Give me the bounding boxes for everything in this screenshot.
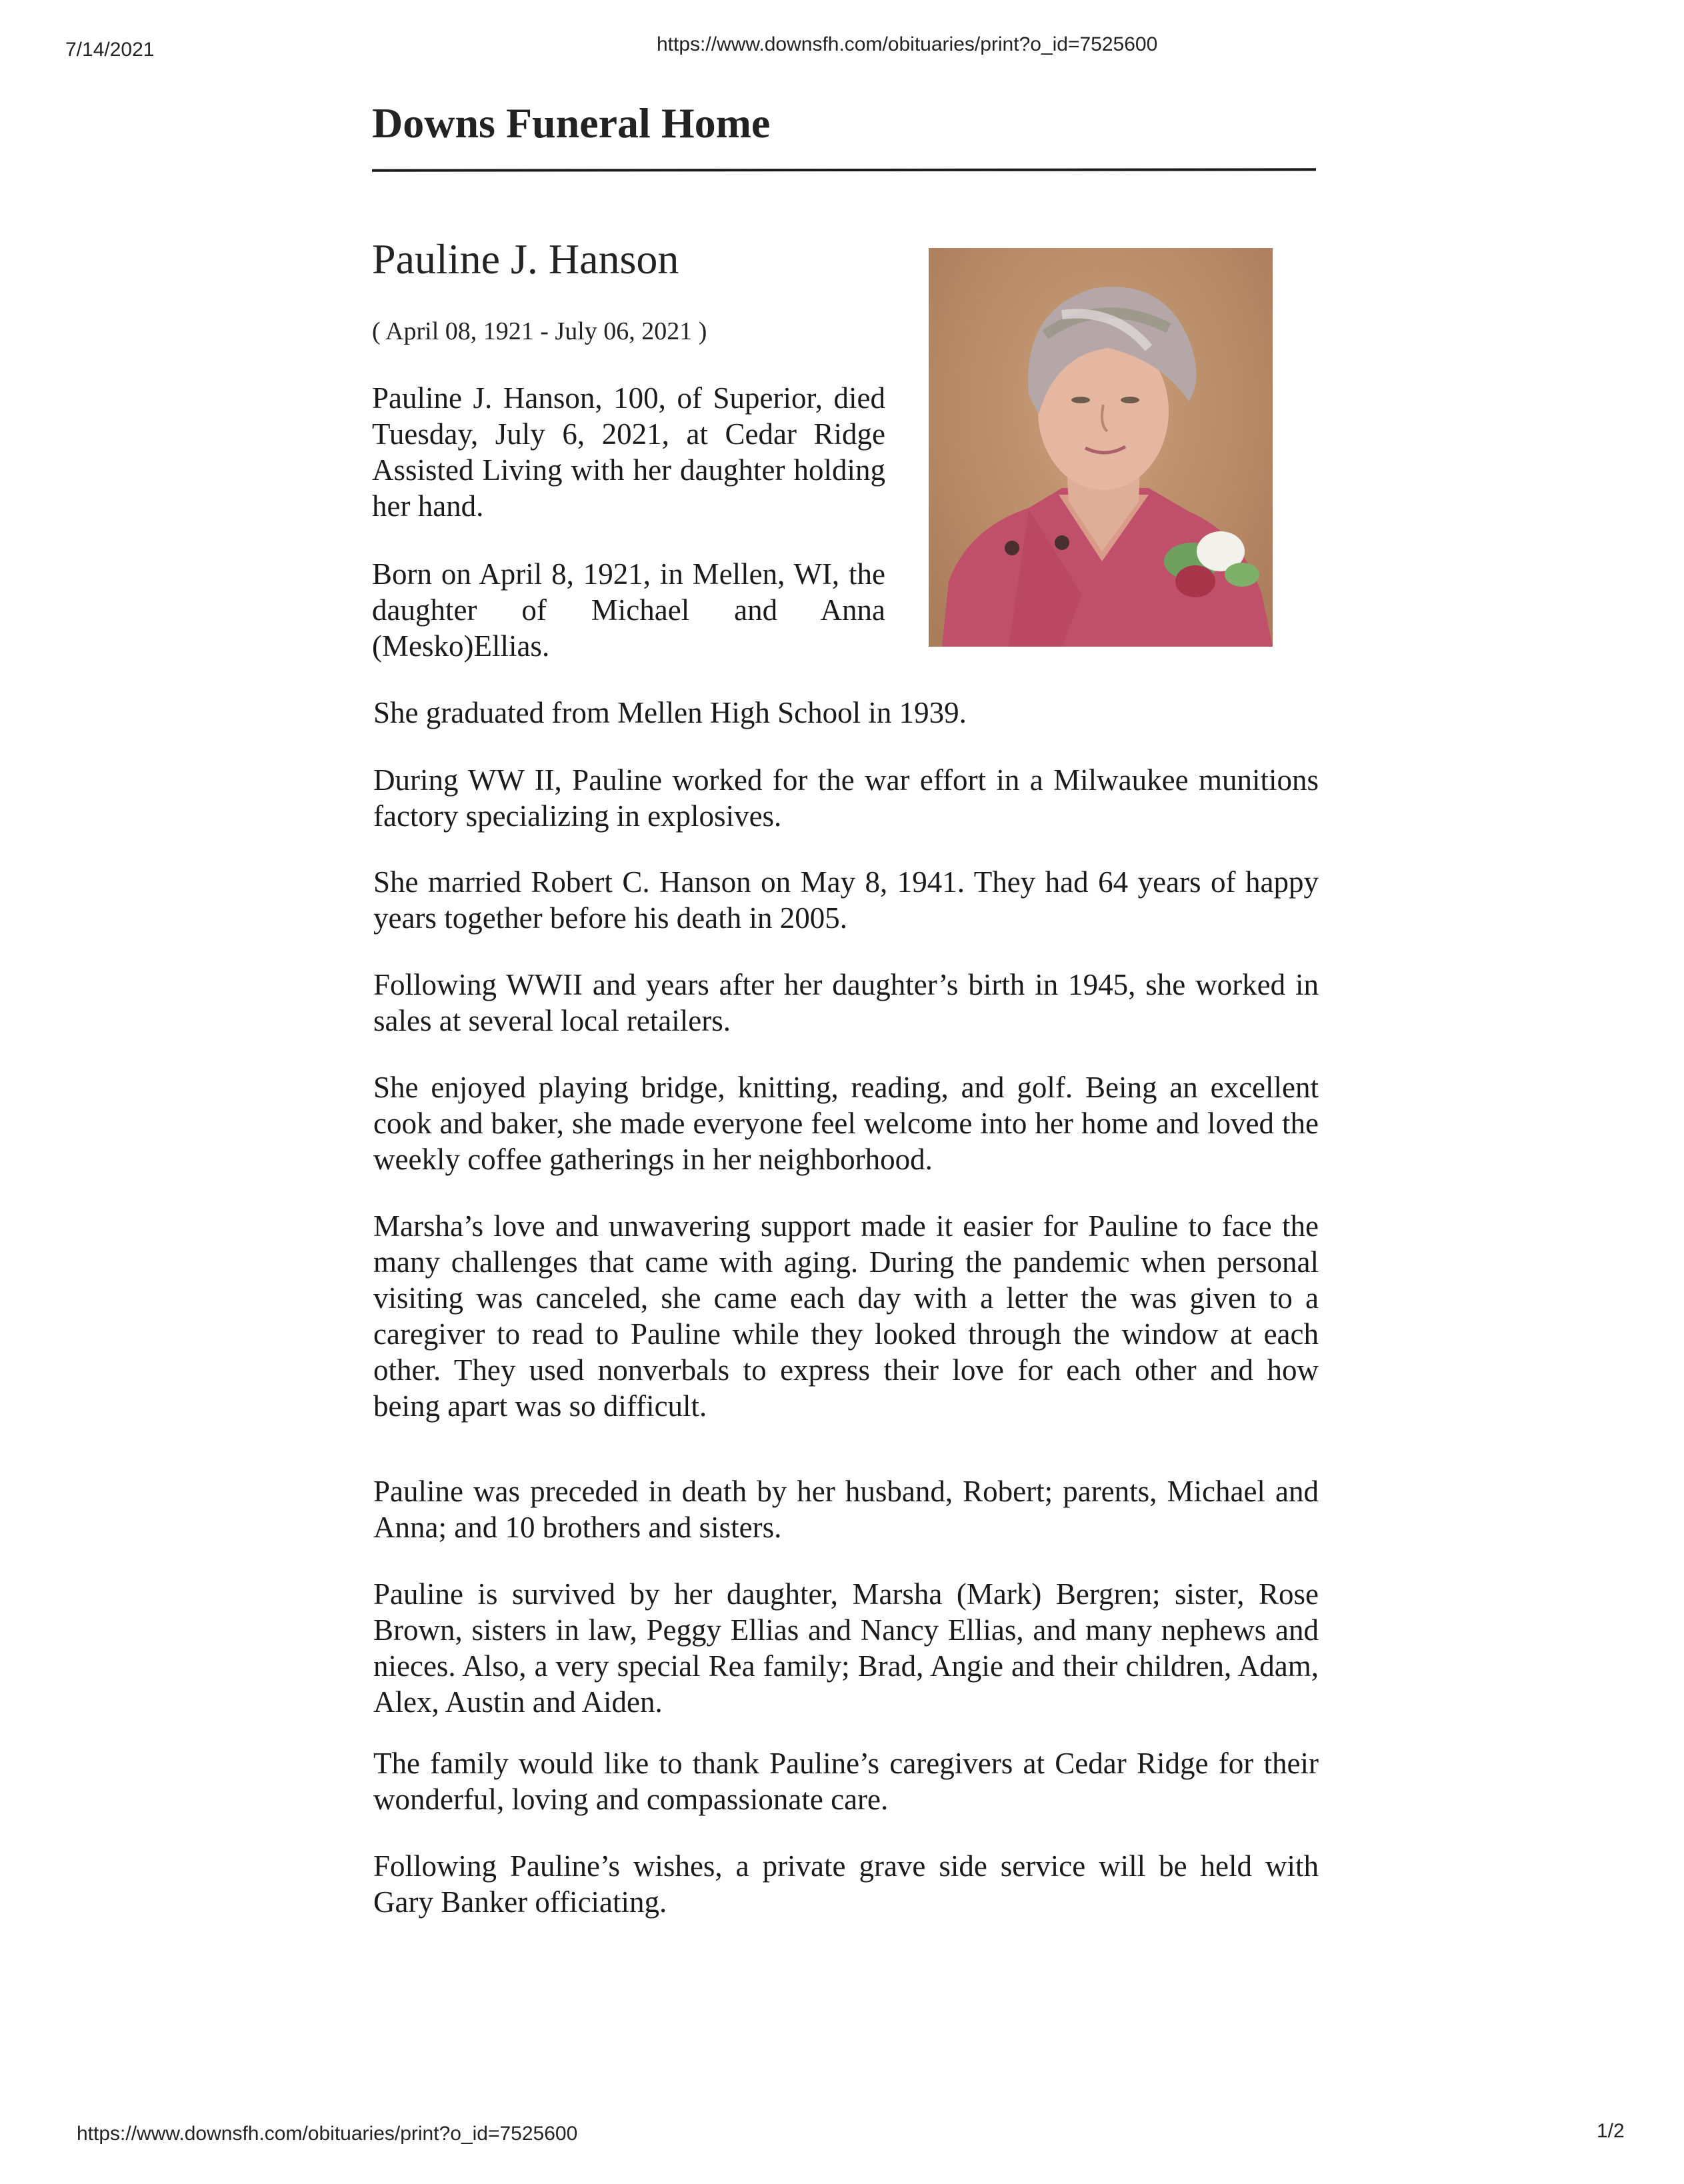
obituary-dates: ( April 08, 1921 - July 06, 2021 ) bbox=[372, 317, 707, 345]
site-title: Downs Funeral Home bbox=[372, 99, 771, 147]
page-number: 1/2 bbox=[1597, 2120, 1625, 2142]
obituary-name: Pauline J. Hanson bbox=[372, 235, 679, 283]
obituary-paragraph: Following WWII and years after her daughter’s birth in 1945, she worked in sales at several local retailers. bbox=[373, 968, 1319, 1037]
obituary-paragraph: Pauline is survived by her daughter, Marsha (Mark) Bergren; sister, Rose Brown, sisters in law, Peggy Ellias and Nancy Ellias, and many nephews and nieces. Also, a very special Rea family; Brad, Angie and their children, Adam, Alex, Austin and Aiden. bbox=[373, 1577, 1319, 1719]
obituary-portrait-photo bbox=[929, 248, 1273, 647]
obituary-paragraph: The family would like to thank Pauline’s caregivers at Cedar Ridge for their wonderful, loving and compassionate care. bbox=[373, 1747, 1319, 1816]
obituary-paragraph: Pauline J. Hanson, 100, of Superior, died Tuesday, July 6, 2021, at Cedar Ridge Assisted Living with her daughter holding her hand. bbox=[372, 381, 885, 523]
obituary-paragraph: She enjoyed playing bridge, knitting, reading, and golf. Being an excellent cook and baker, she made everyone feel welcome into her home and loved the weekly coffee gatherings in her neighborhood. bbox=[373, 1071, 1319, 1176]
obituary-paragraph: Born on April 8, 1921, in Mellen, WI, the daughter of Michael and Anna (Mesko)Ellias. bbox=[372, 557, 885, 663]
portrait-illustration bbox=[929, 248, 1273, 647]
print-header-url: https://www.downsfh.com/obituaries/print?o_id=7525600 bbox=[657, 33, 1158, 55]
obituary-paragraph: She married Robert C. Hanson on May 8, 1941. They had 64 years of happy years together before his death in 2005. bbox=[373, 865, 1319, 935]
obituary-paragraph: Following Pauline’s wishes, a private grave side service will be held with Gary Banker officiating. bbox=[373, 1849, 1319, 1919]
obituary-paragraph: Marsha’s love and unwavering support made it easier for Pauline to face the many challenges that came with aging. During the pandemic when personal visiting was canceled, she came each day with a letter the was given to a caregiver to read to Pauline while they looked through the window at each other. They used nonverbals to express their love for each other and how being apart was so difficult. bbox=[373, 1209, 1319, 1423]
obituary-paragraph: She graduated from Mellen High School in 1939. bbox=[373, 696, 967, 729]
print-footer-url: https://www.downsfh.com/obituaries/print?o_id=7525600 bbox=[77, 2123, 578, 2145]
obituary-paragraph: Pauline was preceded in death by her husband, Robert; parents, Michael and Anna; and 10 brothers and sisters. bbox=[373, 1475, 1319, 1544]
header-divider bbox=[372, 168, 1316, 171]
print-date: 7/14/2021 bbox=[65, 39, 155, 61]
obituary-paragraph: During WW II, Pauline worked for the war effort in a Milwaukee munitions factory specializing in explosives. bbox=[373, 763, 1319, 833]
